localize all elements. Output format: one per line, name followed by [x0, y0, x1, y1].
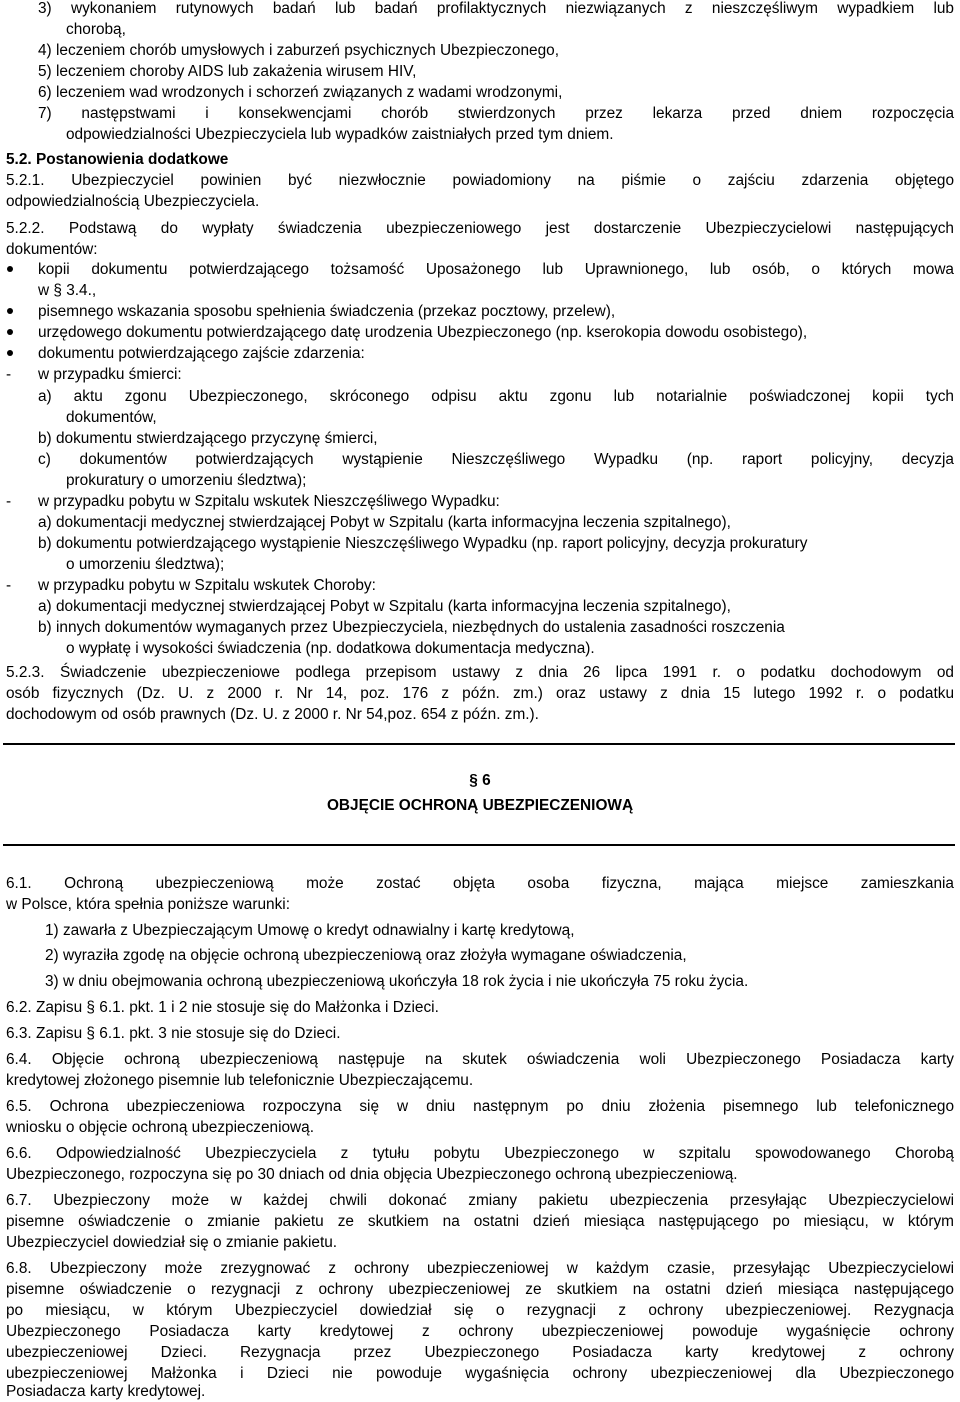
bullet-icon — [7, 329, 13, 335]
paragraph-6-8-cont1: pisemne oświadczenie o rezygnacji z ochrony ubezpieczeniowej ze skutkiem na ostatni dzień miesiąca następującego — [6, 1281, 954, 1298]
document-bullet-payment: pisemnego wskazania sposobu spełnienia świadczenia (przekaz pocztowy, przelew), — [38, 303, 616, 320]
bullet-icon — [7, 266, 13, 272]
paragraph-5-2-1-cont: odpowiedzialnością Ubezpieczyciela. — [6, 193, 260, 210]
paragraph-6-8-cont6: Posiadacza karty kredytowej. — [6, 1383, 206, 1400]
paragraph-6-1: 6.1. Ochroną ubezpieczeniową może zostać objęta osoba fizyczna, mająca miejsce zamieszkania — [6, 875, 954, 892]
case-hospital-accident-a: a) dokumentacji medycznej stwierdzającej Pobyt w Szpitalu (karta informacyjna leczenia szpitalnego), — [38, 514, 731, 531]
paragraph-6-4: 6.4. Objęcie ochroną ubezpieczeniową następuje na skutek oświadczenia woli Ubezpieczonego Posiadacza karty — [6, 1051, 954, 1068]
condition-1: 1) zawarła z Ubezpieczającym Umowę o kredyt odnawialny i kartę kredytową, — [45, 922, 575, 939]
case-hospital-accident-b-cont: o umorzeniu śledztwa); — [66, 556, 225, 573]
paragraph-5-2-1: 5.2.1. Ubezpieczyciel powinien być niezwłocznie powiadomiony na piśmie o zajściu zdarzenia objętego — [6, 172, 954, 189]
paragraph-6-8-cont3: Ubezpieczonego Posiadacza karty kredytowej z ochrony ubezpieczeniowej powoduje wygaśnięcie ochrony — [6, 1323, 954, 1340]
paragraph-6-5: 6.5. Ochrona ubezpieczeniowa rozpoczyna się w dniu następnym po dniu złożenia pisemnego lub telefonicznego — [6, 1098, 954, 1115]
case-death-c-cont: prokuratury o umorzeniu śledztwa); — [66, 472, 307, 489]
exclusion-item-7: 7) następstwami i konsekwencjami chorób stwierdzonych przez lekarza przed dniem rozpoczęcia — [38, 105, 954, 122]
dash-marker: - — [6, 493, 12, 510]
case-hospital-illness-b-cont: o wypłatę i wysokości świadczenia (np. dodatkowa dokumentacja medyczna). — [66, 640, 595, 657]
exclusion-item-7-cont: odpowiedzialności Ubezpieczyciela lub wypadków zaistniałych przed tym dniem. — [66, 126, 614, 143]
divider-top — [3, 743, 955, 745]
paragraph-6-7: 6.7. Ubezpieczony może w każdej chwili dokonać zmiany pakietu ubezpieczenia przesyłając Ubezpieczycielowi — [6, 1192, 954, 1209]
condition-2: 2) wyraziła zgodę na objęcie ochroną ubezpieczeniową oraz złożyła wymagane oświadczenia, — [45, 947, 687, 964]
exclusion-item-6: 6) leczeniem wad wrodzonych i schorzeń związanych z wadami wrodzonymi, — [38, 84, 563, 101]
paragraph-5-2-3: 5.2.3. Świadczenie ubezpieczeniowe podlega przepisom ustawy z dnia 26 lipca 1991 r. o podatku dochodowym od — [6, 664, 954, 681]
condition-3: 3) w dniu obejmowania ochroną ubezpieczeniową ukończyła 18 rok życia i nie ukończyła 75 roku życia. — [45, 973, 749, 990]
document-bullet-identity: kopii dokumentu potwierdzającego tożsamość Uposażonego lub Uprawnionego, lub osób, o których mowa — [38, 261, 954, 278]
document-bullet-identity-cont: w § 3.4., — [38, 282, 97, 299]
section-heading-5-2: 5.2. Postanowienia dodatkowe — [6, 151, 229, 168]
paragraph-6-1-cont: w Polsce, która spełnia poniższe warunki: — [6, 896, 291, 913]
paragraph-6-6: 6.6. Odpowiedzialność Ubezpieczyciela z tytułu pobytu Ubezpieczonego w szpitalu spowodowanego Chorobą — [6, 1145, 954, 1162]
section-title: OBJĘCIE OCHRONĄ UBEZPIECZENIOWĄ — [326, 797, 634, 814]
exclusion-item-3-cont: chorobą, — [66, 21, 126, 38]
paragraph-6-3: 6.3. Zapisu § 6.1. pkt. 3 nie stosuje się do Dzieci. — [6, 1025, 341, 1042]
paragraph-6-4-cont: kredytowej złożonego pisemnie lub telefonicznie Ubezpieczającemu. — [6, 1072, 474, 1089]
exclusion-item-4: 4) leczeniem chorób umysłowych i zaburzeń psychicznych Ubezpieczonego, — [38, 42, 559, 59]
case-hospital-accident-b: b) dokumentu potwierdzającego wystąpienie Nieszczęśliwego Wypadku (np. raport policyjny, decyzja prokuratury — [38, 535, 808, 552]
exclusion-item-5: 5) leczeniem choroby AIDS lub zakażenia wirusem HIV, — [38, 63, 417, 80]
case-hospital-illness-a: a) dokumentacji medycznej stwierdzającej Pobyt w Szpitalu (karta informacyjna leczenia szpitalnego), — [38, 598, 731, 615]
case-hospital-illness-b: b) innych dokumentów wymaganych przez Ubezpieczyciela, niezbędnych do ustalenia zasadności roszczenia — [38, 619, 785, 636]
case-death-b: b) dokumentu stwierdzającego przyczynę śmierci, — [38, 430, 378, 447]
paragraph-6-6-cont: Ubezpieczonego, rozpoczyna się po 30 dniach od dnia objęcia Ubezpieczonego ochroną ubezpieczeniową. — [6, 1166, 738, 1183]
document-bullet-event: dokumentu potwierdzającego zajście zdarzenia: — [38, 345, 365, 362]
divider-bottom — [3, 844, 955, 846]
case-death-c: c) dokumentów potwierdzających wystąpienie Nieszczęśliwego Wypadku (np. raport policyjny, decyzja — [38, 451, 954, 468]
paragraph-6-8-cont2: po miesiącu, w którym Ubezpieczyciel dowiedział się o rezygnacji z ochrony ubezpieczeniowej. Rezygnacja — [6, 1302, 954, 1319]
paragraph-6-7-cont2: Ubezpieczyciel dowiedział się o zmianie pakietu. — [6, 1234, 338, 1251]
paragraph-6-8: 6.8. Ubezpieczony może zrezygnować z ochrony ubezpieczeniowej w każdym czasie, przesyłając Ubezpieczycielowi — [6, 1260, 954, 1277]
section-number: § 6 — [469, 772, 491, 789]
exclusion-item-3: 3) wykonaniem rutynowych badań lub badań profilaktycznych niezwiązanych z nieszczęśliwym wypadkiem lub — [38, 0, 954, 17]
case-hospital-illness: w przypadku pobytu w Szpitalu wskutek Choroby: — [38, 577, 376, 594]
paragraph-5-2-3-cont2: dochodowym od osób prawnych (Dz. U. z 2000 r. Nr 54,poz. 654 z późn. zm.). — [6, 706, 539, 723]
dash-marker: - — [6, 366, 12, 383]
dash-marker: - — [6, 577, 12, 594]
paragraph-6-8-cont5: ubezpieczeniowej Małżonka i Dzieci nie powoduje wygaśnięcia ochrony ubezpieczeniowej dla Ubezpieczonego — [6, 1365, 954, 1382]
paragraph-5-2-2: 5.2.2. Podstawą do wypłaty świadczenia ubezpieczeniowego jest dostarczenie Ubezpieczycielowi następujących — [6, 220, 954, 237]
paragraph-6-5-cont: wniosku o objęcie ochroną ubezpieczeniową. — [6, 1119, 315, 1136]
document-bullet-birthdate: urzędowego dokumentu potwierdzającego datę urodzenia Ubezpieczonego (np. kserokopia dowodu osobistego), — [38, 324, 808, 341]
bullet-icon — [7, 350, 13, 356]
bullet-icon — [7, 308, 13, 314]
case-death-a-cont: dokumentów, — [66, 409, 157, 426]
paragraph-6-7-cont1: pisemne oświadczenie o zmianie pakietu ze skutkiem na ostatni dzień miesiąca następującego po miesiącu, w którym — [6, 1213, 954, 1230]
case-death-a: a) aktu zgonu Ubezpieczonego, skróconego odpisu aktu zgonu lub notarialnie poświadczonej kopii tych — [38, 388, 954, 405]
case-hospital-accident: w przypadku pobytu w Szpitalu wskutek Nieszczęśliwego Wypadku: — [38, 493, 500, 510]
case-death: w przypadku śmierci: — [38, 366, 182, 383]
paragraph-6-8-cont4: ubezpieczeniowej Dzieci. Rezygnacja przez Ubezpieczonego Posiadacza karty kredytowej z ochrony — [6, 1344, 954, 1361]
paragraph-5-2-2-cont: dokumentów: — [6, 241, 98, 258]
paragraph-5-2-3-cont1: osób fizycznych (Dz. U. z 2000 r. Nr 14, poz. 176 z późn. zm.) oraz ustawy z dnia 15 lutego 1992 r. o podatku — [6, 685, 954, 702]
paragraph-6-2: 6.2. Zapisu § 6.1. pkt. 1 i 2 nie stosuje się do Małżonka i Dzieci. — [6, 999, 439, 1016]
